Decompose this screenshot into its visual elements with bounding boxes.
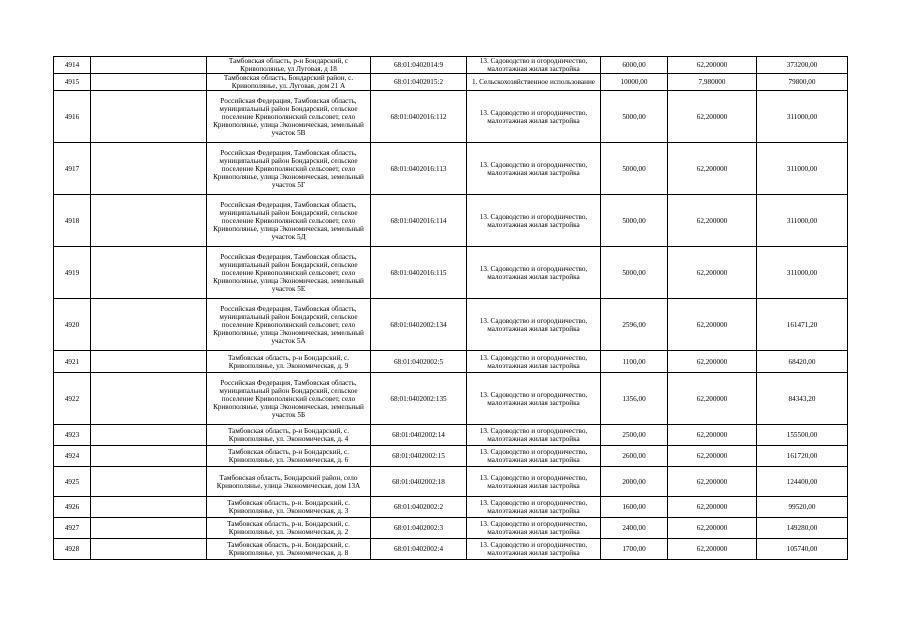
blank-cell	[91, 373, 207, 425]
blank-cell	[91, 195, 207, 247]
use-cell: 13. Садоводство и огородничество, малоэтажная жилая застройка	[467, 539, 601, 560]
area-cell: 2000,00	[601, 467, 668, 497]
table-row	[54, 143, 848, 195]
rate-cell: 62,200000	[668, 247, 757, 299]
blank-cell	[91, 351, 207, 373]
use-cell: 13. Садоводство и огородничество, малоэтажная жилая застройка	[467, 299, 601, 351]
rate-cell: 62,200000	[668, 467, 757, 497]
area-cell: 1356,00	[601, 373, 668, 425]
cadastral-cell: 68:01:0402015:2	[371, 74, 467, 91]
use-cell: 13. Садоводство и огородничество, малоэтажная жилая застройка	[467, 57, 601, 74]
table-row	[54, 299, 848, 351]
address-cell: Тамбовская область, р-н Бондарский, с. Кривополянье, ул. Экономическая, д. 6	[207, 446, 371, 467]
num-cell: 4914	[54, 57, 91, 74]
use-cell: 13. Садоводство и огородничество, малоэтажная жилая застройка	[467, 143, 601, 195]
table-row	[54, 373, 848, 425]
address-cell: Тамбовская область, р-н. Бондарский, с. Кривополянье, ул. Экономическая, д. 8	[207, 539, 371, 560]
use-cell: 13. Садоводство и огородничество, малоэтажная жилая застройка	[467, 195, 601, 247]
address-cell: Тамбовская область, Бондарский район, с. Кривополянье, ул. Луговая, дом 21 А	[207, 74, 371, 91]
value-cell: 68420,00	[757, 351, 848, 373]
value-cell: 161720,00	[757, 446, 848, 467]
cadastral-value-table	[53, 56, 848, 560]
rate-cell: 62,200000	[668, 143, 757, 195]
area-cell: 2600,00	[601, 446, 668, 467]
value-cell: 161471,20	[757, 299, 848, 351]
blank-cell	[91, 497, 207, 518]
address-cell: Российская Федерация, Тамбовская область, муниципальный район Бондарский, сельское поселение Кривополянский сельсовет, село Кривополянье, улица Экономическая, земельный участок 5А	[207, 299, 371, 351]
use-cell: 13. Садоводство и огородничество, малоэтажная жилая застройка	[467, 373, 601, 425]
table-row	[54, 539, 848, 560]
value-cell: 311000,00	[757, 91, 848, 143]
table-row	[54, 446, 848, 467]
address-cell: Российская Федерация, Тамбовская область, муниципальный район Бондарский, сельское поселение Кривополянский сельсовет, село Кривополянье, улица Экономическая, земельный участок 5Д	[207, 195, 371, 247]
cadastral-cell: 68:01:0402002:14	[371, 425, 467, 446]
cadastral-cell: 68:01:0402002:15	[371, 446, 467, 467]
value-cell: 155500,00	[757, 425, 848, 446]
num-cell: 4916	[54, 91, 91, 143]
cadastral-cell: 68:01:0402002:5	[371, 351, 467, 373]
rate-cell: 62,200000	[668, 373, 757, 425]
use-cell: 1. Сельскохозяйственное использование	[467, 74, 601, 91]
use-cell: 13. Садоводство и огородничество, малоэтажная жилая застройка	[467, 351, 601, 373]
area-cell: 1100,00	[601, 351, 668, 373]
num-cell: 4924	[54, 446, 91, 467]
use-cell: 13. Садоводство и огородничество, малоэтажная жилая застройка	[467, 497, 601, 518]
blank-cell	[91, 143, 207, 195]
cadastral-cell: 68:01:0402002:18	[371, 467, 467, 497]
blank-cell	[91, 446, 207, 467]
address-cell: Российская Федерация, Тамбовская область, муниципальный район Бондарский, сельское поселение Кривополянский сельсовет, село Кривополянье, улица Экономическая, земельный участок 5Г	[207, 143, 371, 195]
num-cell: 4926	[54, 497, 91, 518]
use-cell: 13. Садоводство и огородничество, малоэтажная жилая застройка	[467, 91, 601, 143]
blank-cell	[91, 299, 207, 351]
num-cell: 4923	[54, 425, 91, 446]
address-cell: Тамбовская область, р-н. Бондарский, с. Кривополянье, ул. Экономическая, д. 3	[207, 497, 371, 518]
num-cell: 4919	[54, 247, 91, 299]
address-cell: Российская Федерация, Тамбовская область, муниципальный район Бондарский, сельское поселение Кривополянский сельсовет, село Кривополянье, улица Экономическая, земельный участок 5В	[207, 91, 371, 143]
blank-cell	[91, 57, 207, 74]
num-cell: 4915	[54, 74, 91, 91]
cadastral-cell: 68:01:0402016:112	[371, 91, 467, 143]
rate-cell: 62,200000	[668, 57, 757, 74]
cadastral-cell: 68:01:0402016:114	[371, 195, 467, 247]
value-cell: 99520,00	[757, 497, 848, 518]
area-cell: 1600,00	[601, 497, 668, 518]
blank-cell	[91, 425, 207, 446]
table-row	[54, 91, 848, 143]
cadastral-cell: 68:01:0402002:4	[371, 539, 467, 560]
value-cell: 373200,00	[757, 57, 848, 74]
num-cell: 4920	[54, 299, 91, 351]
table-row	[54, 57, 848, 74]
use-cell: 13. Садоводство и огородничество, малоэтажная жилая застройка	[467, 425, 601, 446]
cadastral-cell: 68:01:0402002:135	[371, 373, 467, 425]
area-cell: 2596,00	[601, 299, 668, 351]
num-cell: 4928	[54, 539, 91, 560]
blank-cell	[91, 539, 207, 560]
value-cell: 311000,00	[757, 247, 848, 299]
rate-cell: 62,200000	[668, 518, 757, 539]
value-cell: 149280,00	[757, 518, 848, 539]
use-cell: 13. Садоводство и огородничество, малоэтажная жилая застройка	[467, 247, 601, 299]
table-row	[54, 351, 848, 373]
address-cell: Тамбовская область, Бондарский район, село Кривополянье, улица Экономическая, дом 13А	[207, 467, 371, 497]
table-row	[54, 425, 848, 446]
use-cell: 13. Садоводство и огородничество, малоэтажная жилая застройка	[467, 518, 601, 539]
table-body	[54, 57, 848, 560]
num-cell: 4921	[54, 351, 91, 373]
cadastral-cell: 68:01:0402016:113	[371, 143, 467, 195]
area-cell: 10000,00	[601, 74, 668, 91]
area-cell: 6000,00	[601, 57, 668, 74]
cadastral-cell: 68:01:0402002:134	[371, 299, 467, 351]
area-cell: 5000,00	[601, 195, 668, 247]
value-cell: 311000,00	[757, 195, 848, 247]
address-cell: Тамбовская область, р-н Бондарский, с. Кривополянье, ул. Экономическая, д. 9	[207, 351, 371, 373]
table-row	[54, 195, 848, 247]
table-row	[54, 518, 848, 539]
area-cell: 2400,00	[601, 518, 668, 539]
use-cell: 13. Садоводство и огородничество, малоэтажная жилая застройка	[467, 467, 601, 497]
cadastral-cell: 68:01:0402002:2	[371, 497, 467, 518]
cadastral-cell: 68:01:0402002:3	[371, 518, 467, 539]
address-cell: Российская Федерация, Тамбовская область, муниципальный район Бондарский, сельское поселение Кривополянский сельсовет, село Кривополянье, улица Экономическая, земельный участок 5Б	[207, 373, 371, 425]
num-cell: 4918	[54, 195, 91, 247]
use-cell: 13. Садоводство и огородничество, малоэтажная жилая застройка	[467, 446, 601, 467]
blank-cell	[91, 91, 207, 143]
area-cell: 5000,00	[601, 91, 668, 143]
blank-cell	[91, 467, 207, 497]
value-cell: 84343,20	[757, 373, 848, 425]
table-row	[54, 467, 848, 497]
address-cell: Российская Федерация, Тамбовская область, муниципальный район Бондарский, сельское поселение Кривополянский сельсовет, село Кривополянье, улица Экономическая, земельный участок 5Е	[207, 247, 371, 299]
rate-cell: 62,200000	[668, 195, 757, 247]
rate-cell: 62,200000	[668, 351, 757, 373]
area-cell: 5000,00	[601, 143, 668, 195]
value-cell: 311000,00	[757, 143, 848, 195]
value-cell: 124400,00	[757, 467, 848, 497]
table-row	[54, 497, 848, 518]
cadastral-cell: 68:01:0402014:9	[371, 57, 467, 74]
address-cell: Тамбовская область, р-н. Бондарский, с. Кривополянье, ул. Экономическая, д. 2	[207, 518, 371, 539]
cadastral-cell: 68:01:0402016:115	[371, 247, 467, 299]
blank-cell	[91, 518, 207, 539]
value-cell: 79800,00	[757, 74, 848, 91]
rate-cell: 62,200000	[668, 497, 757, 518]
rate-cell: 62,200000	[668, 446, 757, 467]
area-cell: 5000,00	[601, 247, 668, 299]
value-cell: 105740,00	[757, 539, 848, 560]
rate-cell: 62,200000	[668, 299, 757, 351]
table-row	[54, 74, 848, 91]
num-cell: 4917	[54, 143, 91, 195]
blank-cell	[91, 74, 207, 91]
blank-cell	[91, 247, 207, 299]
rate-cell: 7,980000	[668, 74, 757, 91]
rate-cell: 62,200000	[668, 425, 757, 446]
address-cell: Тамбовская область, р-н Бондарский, с Кривополянье, ул Луговая, д 18	[207, 57, 371, 74]
table-row	[54, 247, 848, 299]
area-cell: 2500,00	[601, 425, 668, 446]
rate-cell: 62,200000	[668, 91, 757, 143]
num-cell: 4925	[54, 467, 91, 497]
area-cell: 1700,00	[601, 539, 668, 560]
num-cell: 4922	[54, 373, 91, 425]
num-cell: 4927	[54, 518, 91, 539]
rate-cell: 62,200000	[668, 539, 757, 560]
address-cell: Тамбовская область, р-н Бондарский, с. Кривополянье, ул. Экономическая, д. 4	[207, 425, 371, 446]
